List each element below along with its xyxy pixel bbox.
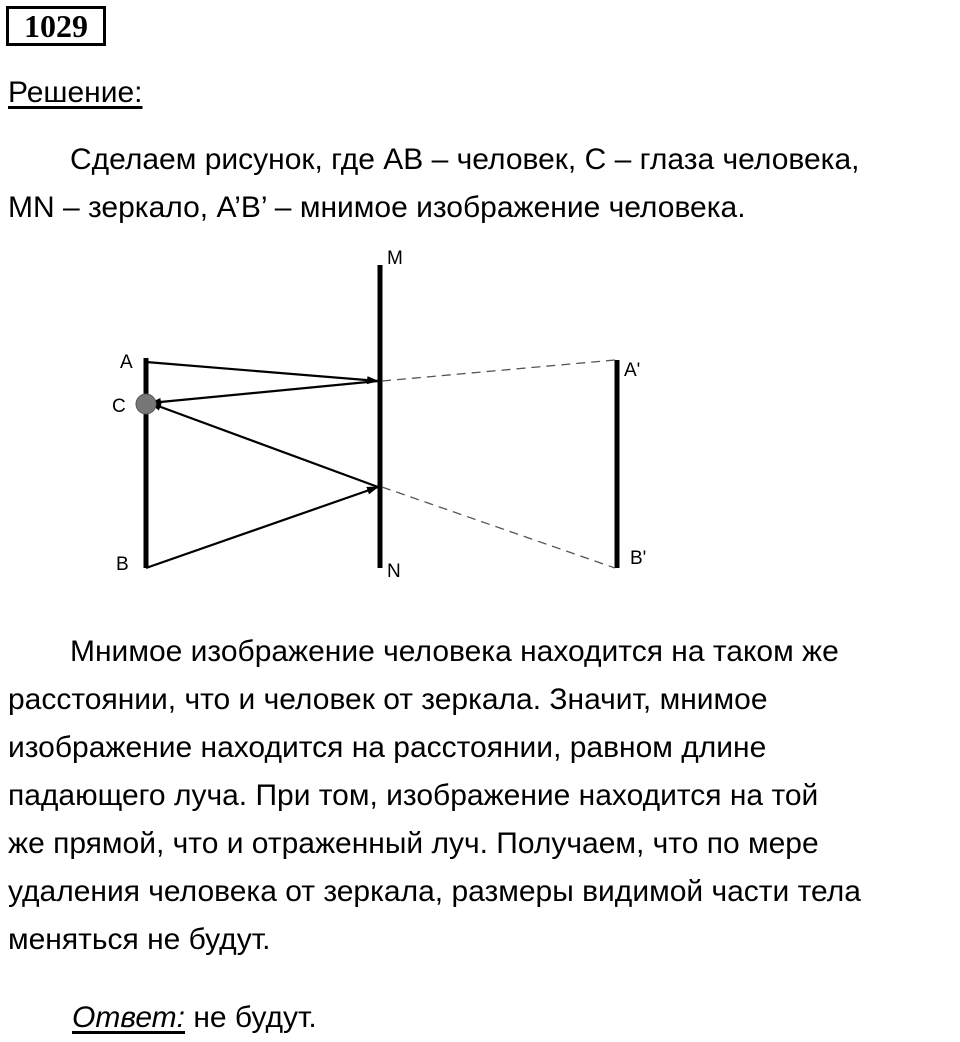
answer-text: не будут. [185, 1001, 317, 1034]
explanation-line: удаления человека от зеркала, размеры видимой части тела [8, 875, 861, 908]
mirror-diagram [0, 238, 960, 598]
explanation-line [8, 628, 952, 676]
label-b: B [116, 554, 129, 575]
label-n: N [387, 561, 401, 582]
problem-number: 1029 [6, 6, 106, 46]
label-b-prime: B' [630, 548, 647, 569]
label-a: A [120, 352, 133, 373]
solution-heading: Решение: [8, 76, 143, 109]
intro-line-text: Сделаем рисунок, где АВ – человек, С – глаза человека, [70, 143, 860, 176]
answer-label: Ответ: [72, 1001, 185, 1034]
dashed-extension-bottom [382, 487, 615, 568]
incident-ray-bottom [146, 487, 378, 568]
incident-ray-top [146, 362, 378, 381]
explanation-line: изображение находится на расстоянии, равном длине [8, 731, 767, 764]
intro-line: MN – зеркало, A’B’ – мнимое изображение человека. [8, 191, 746, 224]
explanation-paragraph [8, 628, 952, 964]
label-c: C [112, 396, 126, 417]
dashed-extension-top [382, 360, 615, 381]
explanation-line: расстоянии, что и человек от зеркала. Значит, мнимое [8, 683, 768, 716]
answer-line [72, 994, 317, 1042]
intro-line [8, 136, 952, 184]
explanation-line: меняться не будут. [8, 923, 271, 956]
reflected-ray-bottom [150, 403, 378, 487]
reflected-ray-top [150, 381, 378, 403]
explanation-line: же прямой, что и отраженный луч. Получаем, что по мере [8, 827, 819, 860]
label-m: M [387, 248, 403, 269]
label-a-prime: A' [624, 360, 641, 381]
explanation-line: падающего луча. При том, изображение находится на той [8, 779, 819, 812]
eye-point-c [136, 394, 156, 414]
explanation-line-text: Мнимое изображение человека находится на таком же [70, 635, 839, 668]
intro-paragraph [8, 136, 952, 232]
